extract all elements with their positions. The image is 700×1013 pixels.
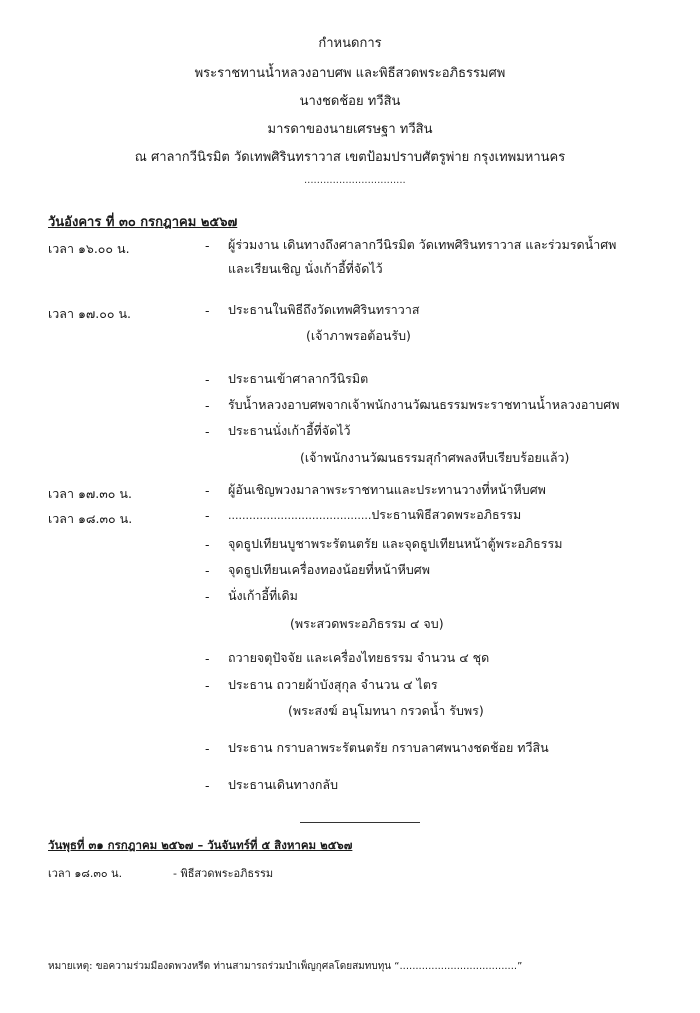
event-chant-chairman-label: ประธานพิธีสวดพระอภิธรรม: [371, 507, 522, 522]
note-host-welcome: (เจ้าภาพรอต้อนรับ): [306, 328, 411, 343]
bullet-dash: -: [205, 398, 210, 413]
event-farewell: ประธาน กราบลาพระรัตนตรัย กราบลาศพนางชดช้อย ทวีสิน: [228, 740, 549, 755]
event-return-seat: นั่งเก้าอี้ที่เดิม: [228, 588, 298, 603]
time-1830: เวลา ๑๘.๓๐ น.: [48, 511, 133, 526]
bullet-dash: -: [205, 303, 210, 318]
footer-note: หมายเหตุ: ขอความร่วมมืองดพวงหรีด ท่านสามารถร่วมบำเพ็ญกุศลโดยสมทบทุน “.....................................”: [48, 961, 523, 972]
time-1700: เวลา ๑๗.๐๐ น.: [48, 306, 132, 321]
note-four-chants: (พระสวดพระอภิธรรม ๔ จบ): [290, 616, 444, 631]
header-ceremony: พระราชทานน้ำหลวงอาบศพ และพิธีสวดพระอภิธรรมศพ: [194, 66, 506, 81]
header-deceased-name: นางชดช้อย ทวีสิน: [299, 94, 401, 109]
note-coffin-placed: (เจ้าพนักงานวัฒนธรรมสุกำศพลงหีบเรียบร้อยแล้ว): [300, 450, 570, 465]
bullet-dash: -: [205, 778, 210, 793]
event-chairman-arrives: ประธานในพิธีถึงวัดเทพศิรินทราวาส: [228, 302, 420, 317]
event-chant-chairman: [228, 504, 521, 527]
header-relation: มารดาของนายเศรษฐา ทวีสิน: [267, 122, 433, 137]
event-enter-pavilion: ประธานเข้าศาลากวีนิรมิต: [228, 371, 369, 386]
event-robe-offering: ประธาน ถวายผ้าบังสุกุล จำนวน ๔ ไตร: [228, 677, 438, 692]
time-1830-day2: เวลา ๑๘.๓๐ น.: [48, 867, 123, 880]
bullet-dash: -: [205, 741, 210, 756]
note-monks-blessing: (พระสงฆ์ อนุโมทนา กรวดน้ำ รับพร): [288, 703, 484, 718]
bullet-dash: -: [205, 678, 210, 693]
header-title: กำหนดการ: [318, 36, 382, 51]
blank-dots: .........................................: [228, 509, 372, 522]
bullet-dash: -: [205, 651, 210, 666]
header-location: ณ ศาลากวีนิรมิต วัดเทพศิรินทราวาส เขตป้อมปราบศัตรูพ่าย กรุงเทพมหานคร: [134, 150, 566, 165]
bullet-dash: -: [205, 424, 210, 439]
event-light-candles-altar: จุดธูปเทียนบูชาพระรัตนตรัย และจุดธูปเทียนหน้าตู้พระอภิธรรม: [228, 536, 563, 551]
event-arrival-cont: และเรียนเชิญ นั่งเก้าอี้ที่จัดไว้: [228, 261, 383, 276]
day2-heading: วันพุธที่ ๓๑ กรกฎาคม ๒๕๖๗ – วันจันทร์ที่ ๕ สิงหาคม ๒๕๖๗: [48, 838, 353, 852]
bullet-dash: -: [205, 563, 210, 578]
section-divider: [300, 822, 420, 823]
event-royal-water: รับน้ำหลวงอาบศพจากเจ้าพนักงานวัฒนธรรมพระราชทานน้ำหลวงอาบศพ: [228, 397, 620, 412]
header-divider-dots: ................................: [304, 175, 406, 186]
bullet-dash: -: [205, 238, 210, 253]
event-chairman-departs: ประธานเดินทางกลับ: [228, 777, 339, 792]
event-light-candles-coffin: จุดธูปเทียนเครื่องทองน้อยที่หน้าหีบศพ: [228, 562, 430, 577]
bullet-dash: -: [205, 372, 210, 387]
time-1730: เวลา ๑๗.๓๐ น.: [48, 486, 132, 501]
bullet-dash: -: [205, 483, 210, 498]
bullet-dash: -: [205, 537, 210, 552]
event-take-seat: ประธานนั่งเก้าอี้ที่จัดไว้: [228, 423, 351, 438]
event-chanting-daily: - พิธีสวดพระอภิธรรม: [173, 867, 274, 880]
event-offerings: ถวายจตุปัจจัย และเครื่องไทยธรรม จำนวน ๔ ชุด: [228, 650, 490, 665]
day1-heading: วันอังคาร ที่ ๓๐ กรกฎาคม ๒๕๖๗: [48, 215, 238, 230]
bullet-dash: -: [205, 508, 210, 523]
event-royal-wreath: ผู้อันเชิญพวงมาลาพระราชทานและประทานวางที่หน้าหีบศพ: [228, 482, 546, 497]
bullet-dash: -: [205, 589, 210, 604]
event-arrival: ผู้ร่วมงาน เดินทางถึงศาลากวีนิรมิต วัดเทพศิรินทราวาส และร่วมรดน้ำศพ: [228, 237, 617, 252]
time-1600: เวลา ๑๖.๐๐ น.: [48, 241, 130, 256]
